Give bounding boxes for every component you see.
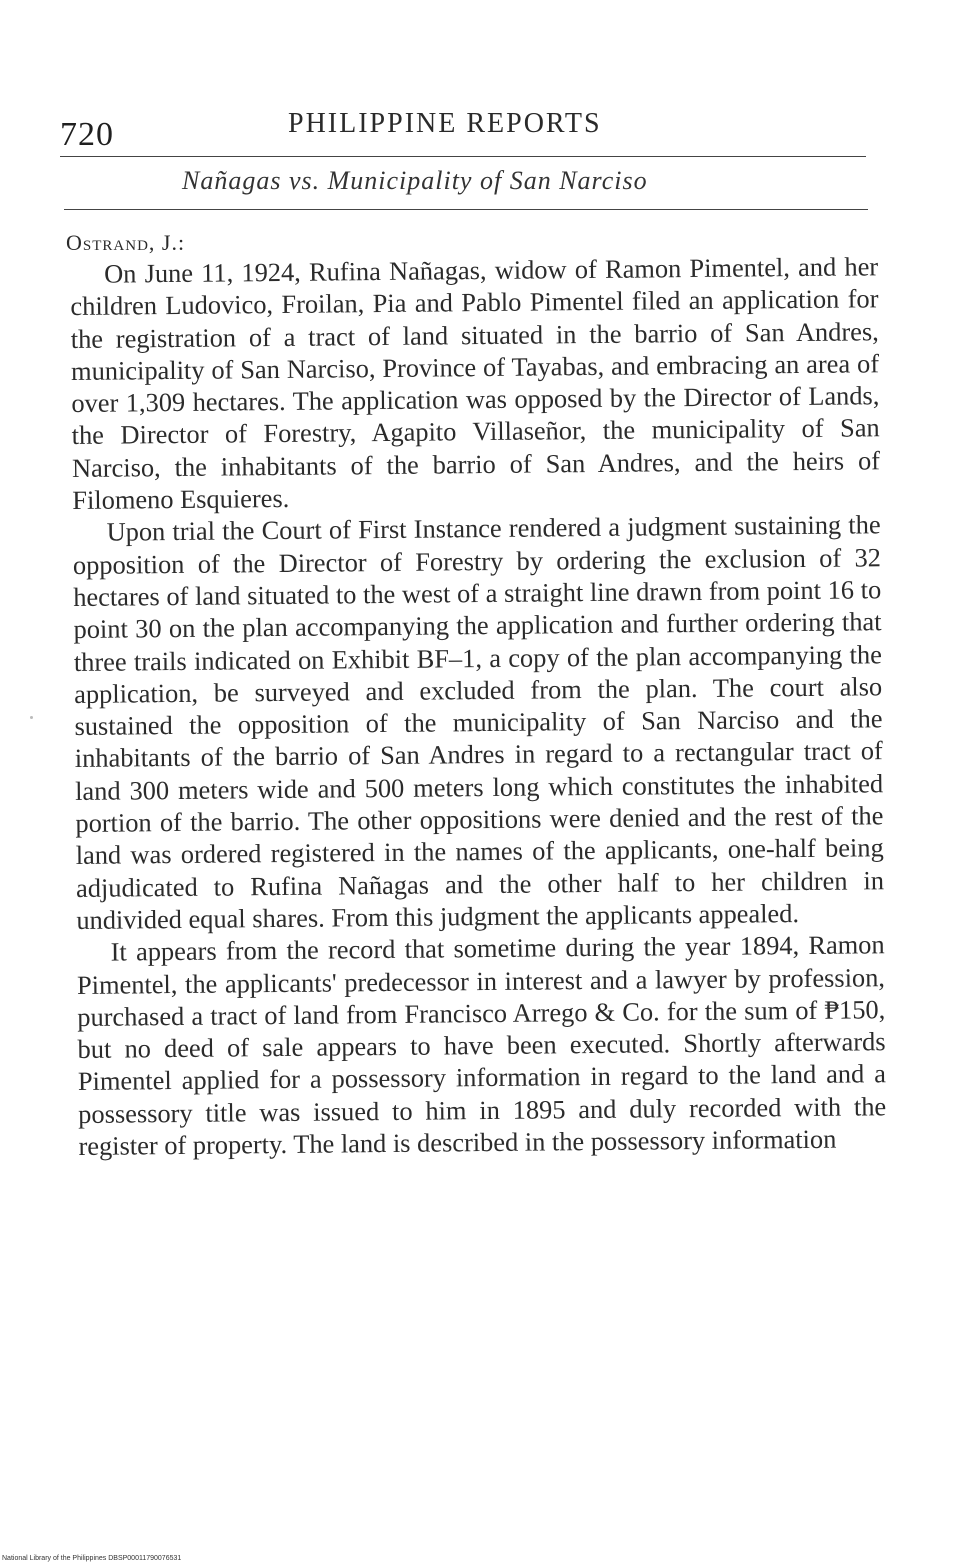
running-head: PHILIPPINE REPORTS: [288, 108, 602, 139]
page-number: 720: [60, 116, 114, 153]
opinion-body: [70, 250, 887, 1162]
paragraph: It appears from the record that sometime during the year 1894, Ramon Pimentel, the applicants' predecessor in interest and a lawyer by profession, purchased a tract of land from Francisco Arrego & Co. for the sum of ₱150, but no deed of sale appears to have been executed. Shortly afterwards Pimentel applied for a possessory information in regard to the land and a possessory title was issued to him in 1895 and duly recorded with the register of property. The land is described in the possessory information: [76, 929, 887, 1161]
opinion-author: Ostrand, J.:: [66, 230, 186, 255]
case-title: Nañagas vs. Municipality of San Narciso: [182, 166, 648, 195]
paragraph: Upon trial the Court of First Instance rendered a judgment sustaining the opposition of the Director of Forestry by ordering the exclusion of 32 hectares of land situated to the west of a straight line drawn from point 16 to point 30 on the plan accompanying the application and further ordering that three trails indicated on Exhibit BF–1, a copy of the plan accompanying the application, be surveyed and excluded from the plan. The court also sustained the opposition of the municipality of San Narciso and the inhabitants of the barrio of San Andres in regard to a rectangular tract of land 300 meters wide and 500 meters long which constitutes the inhabited portion of the barrio. The other oppositions were denied and the rest of the land was ordered registered in the names of the applicants, one-half being adjudicated to Rufina Nañagas and the other half to her children in undivided equal shares. From this judgment the applicants appealed.: [72, 509, 885, 935]
header-rule-bottom: [64, 209, 868, 210]
scan-speck: [30, 716, 33, 719]
library-stamp: National Library of the Philippines DBSP00011790076531: [2, 1555, 182, 1562]
header-rule-top: [60, 156, 866, 157]
paragraph: On June 11, 1924, Rufina Nañagas, widow of Ramon Pimentel, and her children Ludovico, Froilan, Pia and Pablo Pimentel filed an application for the registration of a tract of land situated in the barrio of San Andres, municipality of San Narciso, Province of Tayabas, and embracing an area of over 1,309 hectares. The application was opposed by the Director of Lands, the Director of Forestry, Agapito Villaseñor, the municipality of San Narciso, the inhabitants of the barrio of San Andres, and the heirs of Filomeno Esquieres.: [70, 251, 881, 516]
